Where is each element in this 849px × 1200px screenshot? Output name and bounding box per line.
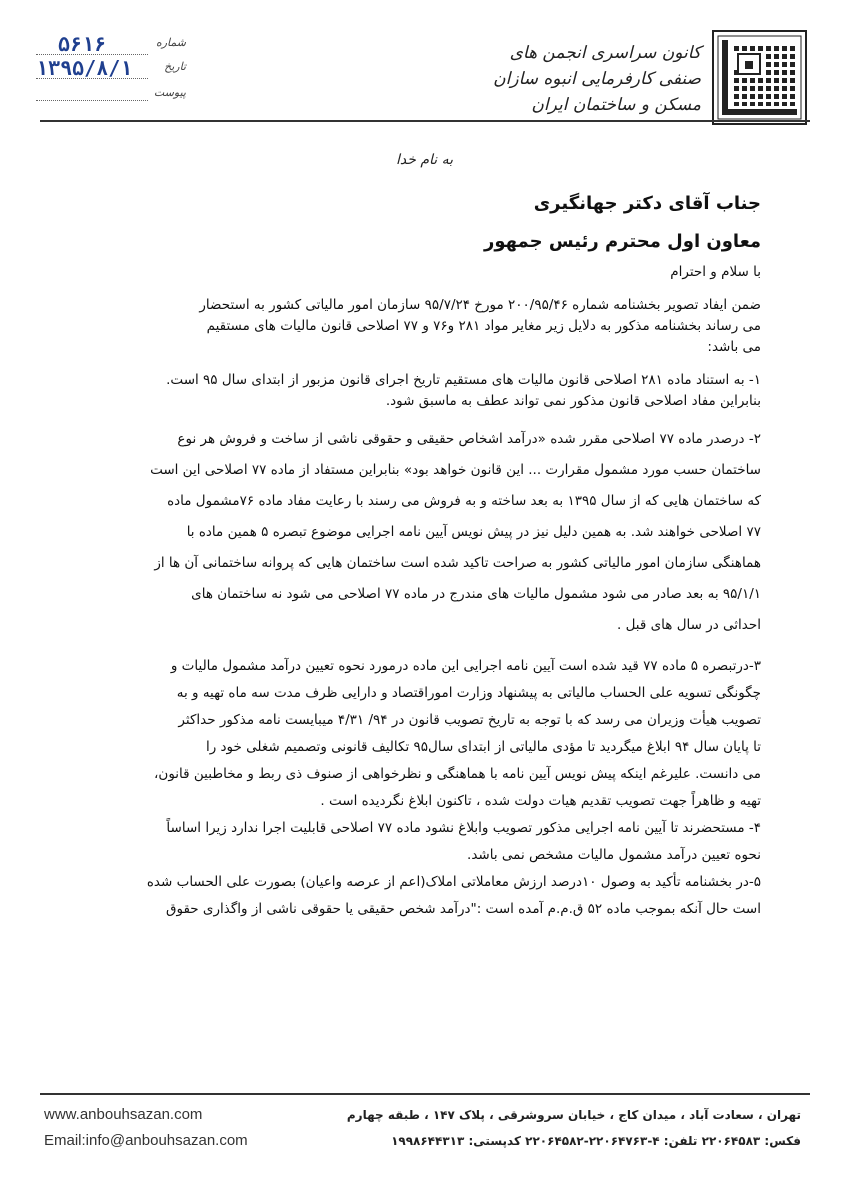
addressee-title: معاون اول محترم رئیس جمهور [484, 231, 761, 252]
organization-name-line-2: صنفی کارفرمایی انبوه سازان [493, 69, 701, 89]
stamp-attachment-line [36, 100, 148, 101]
stamp-date-label: تاریخ [164, 60, 186, 73]
stamp-number-line [36, 54, 148, 55]
item-3-line: تا پایان سال ۹۴ ابلاغ میگردید تا مؤدی مالیاتی از ابتدای سال۹۵ تکالیف قانونی وتصمیم شغلی خود را [205, 739, 761, 755]
footer-divider [40, 1093, 810, 1095]
item-2-line: احداثی در سال های قبل . [616, 617, 761, 633]
item-3-line: چگونگی تسویه علی الحساب مالیاتی به پیشنهاد وزارت اموراقتصاد و دارایی ظرف مدت سه ماه تهیه و به [176, 685, 761, 701]
item-2-line: ۹۵/۱/۱ به بعد صادر می شود مشمول مالیات های مندرج در ماده ۷۷ اصلاحی می شود نه ساختمان های [191, 586, 761, 602]
header-divider [40, 120, 810, 122]
item-3-line: تصویب هیأت وزیران می رسد که با توجه به تاریخ تصویب قانون در ۹۴/ ۴/۳۱ میبایست نامه مذکور حداکثر [178, 712, 761, 728]
item-5-line: ۵-در بخشنامه تأکید به وصول ۱۰درصد ارزش معاملاتی املاک(اعم از عرصه واعیان) بصورت علی الحساب شده [146, 874, 761, 890]
organization-name-line-3: مسکن و ساختمان ایران [531, 95, 701, 115]
item-5-line: است حال آنکه بموجب ماده ۵۲ ق.م.م آمده است :"درآمد شخص حقیقی یا حقوقی ناشی از واگذاری حقوق [166, 901, 761, 917]
organization-name [461, 40, 701, 118]
stamp-date-row [36, 56, 186, 82]
item-2-line: که ساختمان هایی که از سال ۱۳۹۵ به بعد ساخته و به فروش می رسند با رعایت مفاد ماده ۷۶مشمول ماده [167, 493, 761, 509]
footer-phone-fax: فکس: ۲۲۰۶۴۵۸۳ تلفن: ۴-۲۲۰۶۴۷۶۳-۲۲۰۶۴۵۸۲ کدپستی: ۱۹۹۸۶۴۴۳۱۳ [391, 1134, 801, 1148]
item-3-line: ۳-درتبصره ۵ ماده ۷۷ قید شده است آیین نامه اجرایی این ماده درمورد نحوه تعیین درآمد مشمول مالیات و [170, 658, 761, 674]
stamp-number-row [36, 32, 186, 58]
item-2-line: هماهنگی سازمان امور مالیاتی کشور به صراحت تاکید شده است ساختمان هایی که پروانه ساختمانی آن ها از [154, 555, 761, 571]
stamp-attachment-label: پیوست [153, 86, 186, 99]
item-1-line: ۱- به استناد ماده ۲۸۱ اصلاحی قانون مالیات های مستقیم تاریخ اجرای قانون مزبور از ابتدای سال ۹۵ است. [166, 372, 761, 388]
item-4-line: نحوه تعیین درآمد مشمول مالیات مشخص نمی باشد. [467, 847, 761, 863]
website-link[interactable]: www.anbouhsazan.com [44, 1106, 203, 1123]
stamp-attachment-row [36, 86, 186, 108]
item-3-line: تهیه و ظاهراً جهت تصویب تقدیم هیات دولت شده ، تاکنون ابلاغ نگردیده است . [320, 793, 761, 809]
organization-name-line-1: کانون سراسری انجمن های [509, 43, 701, 63]
item-2-line: ۲- درصدر ماده ۷۷ اصلاحی مقرر شده «درآمد اشخاص حقیقی و حقوقی ناشی از ساخت و فروش هر نوع [177, 431, 761, 447]
item-4-line: ۴- مستحضرند تا آیین نامه اجرایی مذکور تصویب وابلاغ نشود ماده ۷۷ اصلاحی قابلیت اجرا ندارد زیرا اساساً [166, 820, 761, 836]
footer-web-contact [44, 1102, 248, 1154]
addressee-block [484, 185, 761, 261]
letter-body [81, 262, 761, 923]
intro-line: می باشد: [707, 339, 761, 355]
intro-line: ضمن ایفاد تصویر بخشنامه شماره ۲۰۰/۹۵/۴۶ مورخ ۹۵/۷/۲۴ سازمان امور مالیاتی کشور به استحضار [199, 297, 761, 313]
item-1-line: بنابراین مفاد اصلاحی قانون مذکور نمی تواند عطف به ماسبق شود. [385, 393, 761, 409]
email-link[interactable]: Email:info@anbouhsazan.com [44, 1132, 248, 1149]
bismillah-heading: به نام خدا [395, 152, 454, 168]
intro-line: می رساند بخشنامه مذکور به دلایل زیر مغایر مواد ۲۸۱ و۷۶ و ۷۷ اصلاحی قانون مالیات های مستقیم [206, 318, 761, 334]
item-2-line: ساختمان حسب مورد مشمول مقرارت ... این قانون خواهد بود» بنابراین مستفاد از ماده ۷۷ اصلاحی این است [150, 462, 761, 478]
letter-reference-stamp [36, 32, 186, 108]
item-3-line: می دانست. علیرغم اینکه پیش نویس آیین نامه با هماهنگی و نظرخواهی از صنوف ذی ربط و مخاطبین قانون، [154, 766, 761, 782]
footer-address-block [347, 1102, 801, 1154]
footer-address: تهران ، سعادت آباد ، میدان کاج ، خیابان سروشرقی ، پلاک ۱۴۷ ، طبقه چهارم [346, 1108, 801, 1122]
stamp-number-label: شماره [155, 36, 186, 49]
stamp-date-value: ۱۳۹۵/۸/۱ [36, 56, 133, 80]
stamp-date-line [36, 78, 148, 79]
organization-logo [712, 30, 807, 125]
item-2-line: ۷۷ اصلاحی خواهند شد. به همین دلیل نیز در پیش نویس آیین نامه اجرایی موضوع تبصره ۵ همین ماده با [186, 524, 761, 540]
salutation: با سلام و احترام [670, 264, 761, 280]
addressee-name: جناب آقای دکتر جهانگیری [533, 193, 761, 214]
stamp-number-value: ۵۶۱۶ [58, 32, 107, 56]
